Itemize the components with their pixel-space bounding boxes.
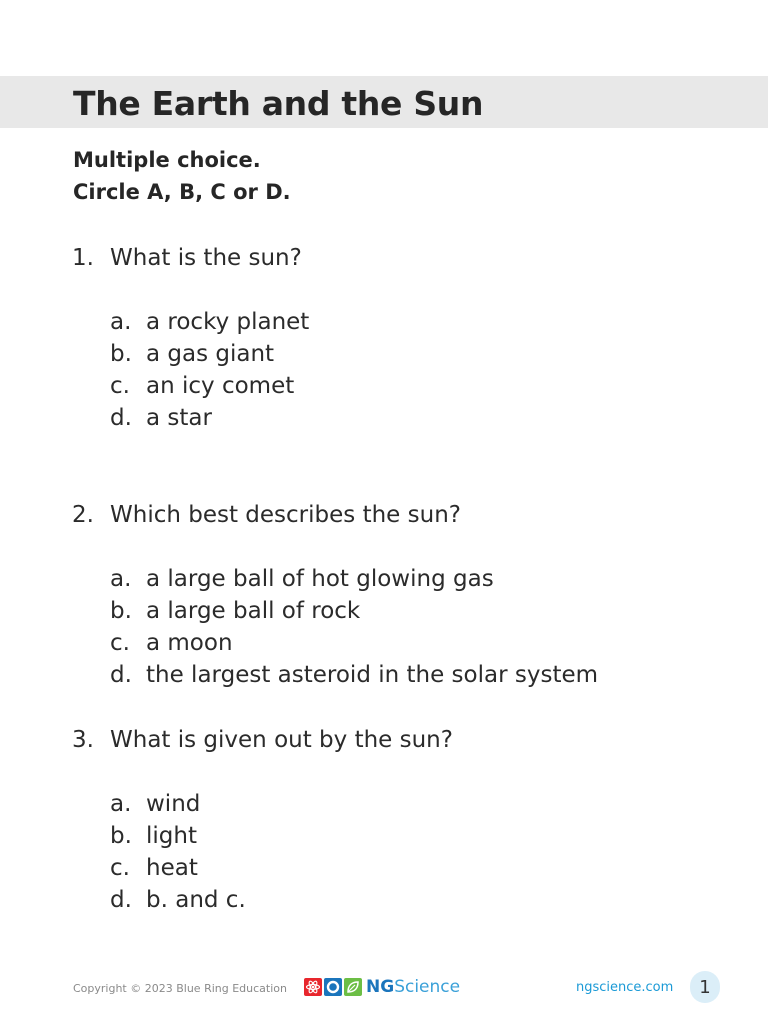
ngscience-logo[interactable] bbox=[304, 977, 460, 997]
option-letter: d. bbox=[110, 887, 132, 913]
option-text[interactable]: a rocky planet bbox=[146, 309, 310, 335]
option-letter: b. bbox=[110, 598, 132, 624]
option-letter: b. bbox=[110, 823, 132, 849]
question-text: What is given out by the sun? bbox=[110, 727, 453, 753]
option-letter: b. bbox=[110, 341, 132, 367]
option-text[interactable]: a large ball of rock bbox=[146, 598, 361, 624]
option-letter: c. bbox=[110, 373, 130, 399]
option-letter: c. bbox=[110, 855, 130, 881]
instruction-line-2: Circle A, B, C or D. bbox=[73, 180, 291, 204]
question-text: What is the sun? bbox=[110, 245, 302, 271]
copyright-text: Copyright © 2023 Blue Ring Education bbox=[73, 982, 287, 995]
option-letter: a. bbox=[110, 791, 132, 817]
option-text[interactable]: heat bbox=[146, 855, 198, 881]
option-text[interactable]: a moon bbox=[146, 630, 233, 656]
option-text[interactable]: a star bbox=[146, 405, 212, 431]
option-letter: c. bbox=[110, 630, 130, 656]
option-text[interactable]: the largest asteroid in the solar system bbox=[146, 662, 599, 688]
option-text[interactable]: b. and c. bbox=[146, 887, 246, 913]
logo-ng-text: NG bbox=[366, 977, 395, 997]
option-letter: d. bbox=[110, 405, 132, 431]
option-text[interactable]: a gas giant bbox=[146, 341, 275, 367]
atom-icon bbox=[304, 978, 322, 996]
page-number-badge: 1 bbox=[690, 971, 720, 1003]
instruction-line-1: Multiple choice. bbox=[73, 148, 261, 172]
option-letter: d. bbox=[110, 662, 132, 688]
logo-wordmark bbox=[366, 977, 460, 997]
option-text[interactable]: wind bbox=[146, 791, 201, 817]
option-text[interactable]: light bbox=[146, 823, 197, 849]
option-text[interactable]: a large ball of hot glowing gas bbox=[146, 566, 494, 592]
logo-science-text: Science bbox=[394, 977, 461, 997]
option-letter: a. bbox=[110, 566, 132, 592]
option-text[interactable]: an icy comet bbox=[146, 373, 295, 399]
leaf-icon bbox=[344, 978, 362, 996]
question-number: 3. bbox=[72, 727, 94, 753]
question-number: 2. bbox=[72, 502, 94, 528]
option-letter: a. bbox=[110, 309, 132, 335]
question-number: 1. bbox=[72, 245, 94, 271]
question-text: Which best describes the sun? bbox=[110, 502, 461, 528]
page-title: The Earth and the Sun bbox=[73, 84, 484, 123]
website-link[interactable]: ngscience.com bbox=[576, 980, 674, 995]
circle-icon bbox=[324, 978, 342, 996]
